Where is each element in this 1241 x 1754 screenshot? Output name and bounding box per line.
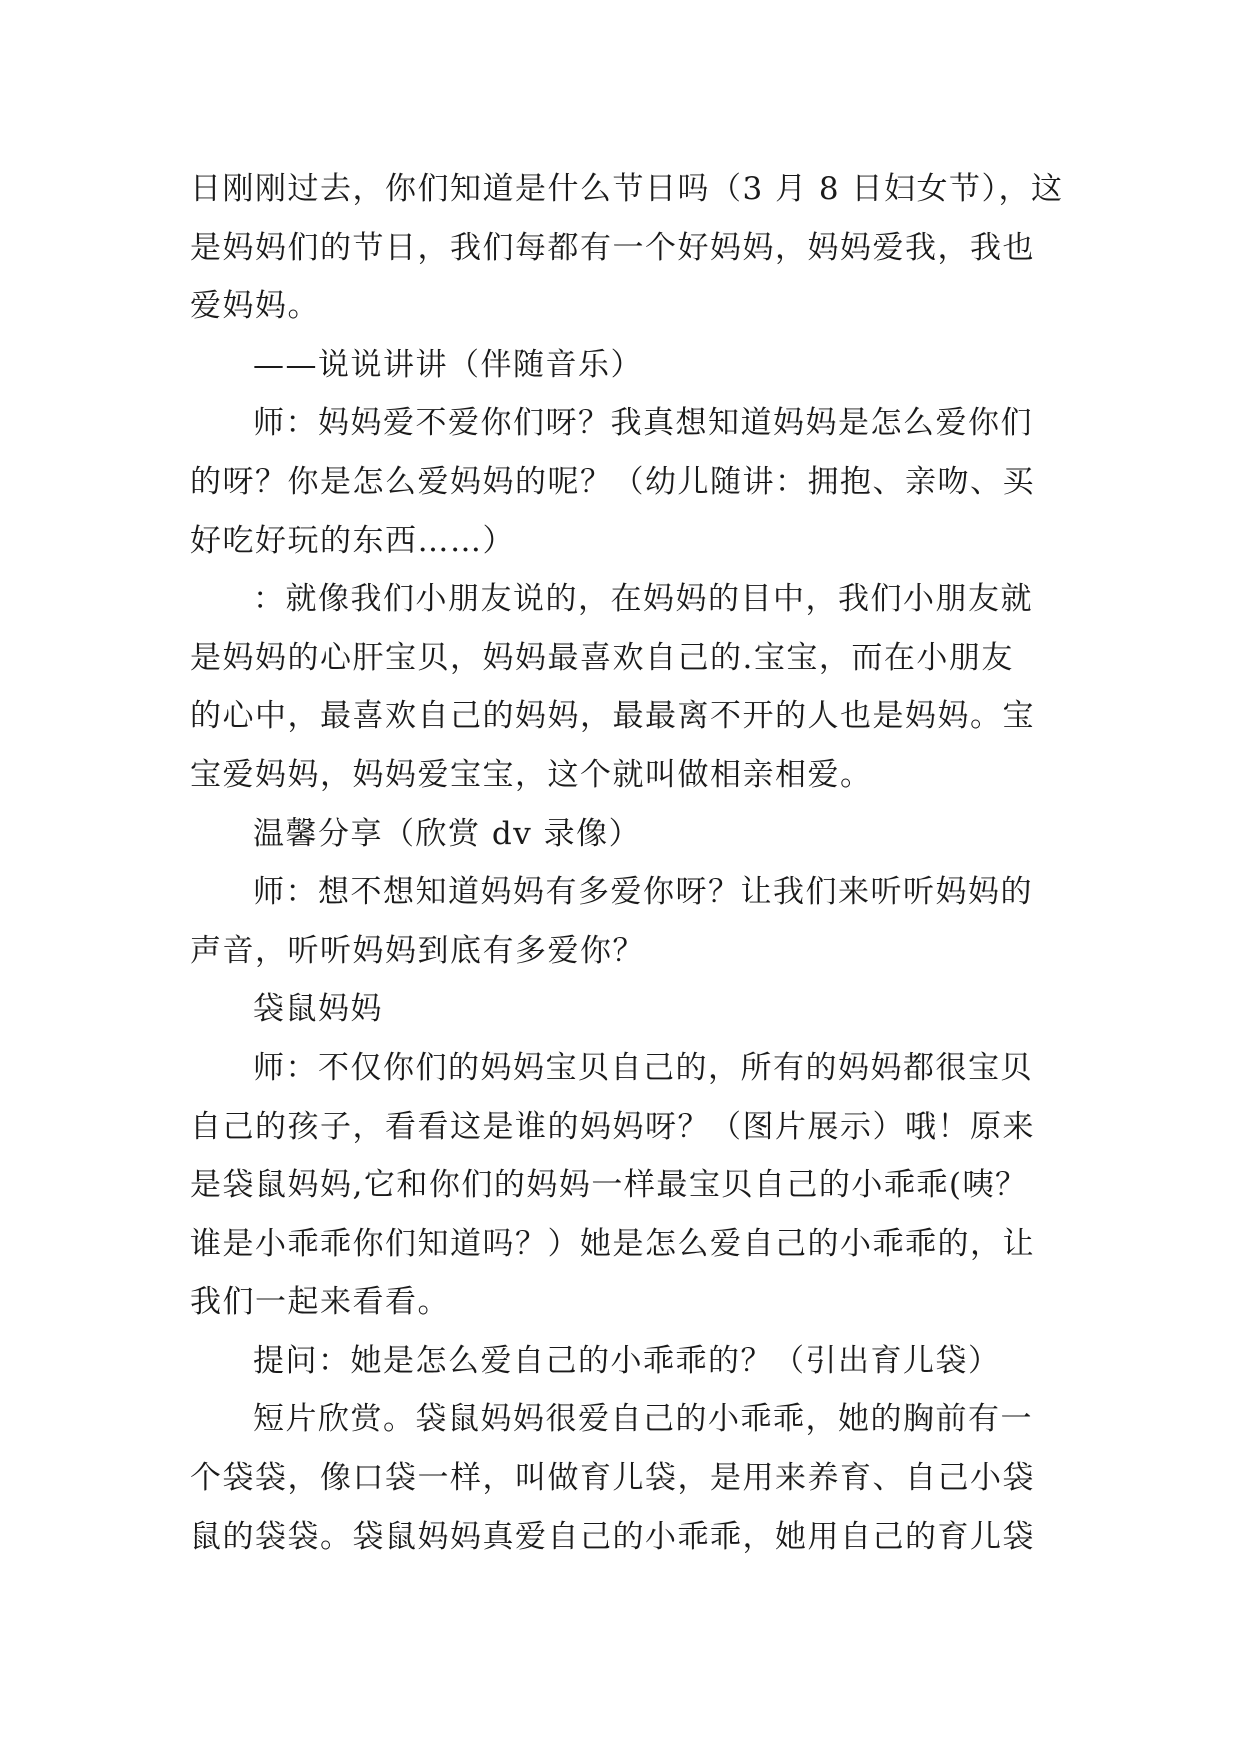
text-line: 好吃好玩的东西……） (190, 522, 515, 559)
text-line: 的呀？你是怎么爱妈妈的呢？（幼儿随讲：拥抱、亲吻、买 (190, 463, 1035, 500)
text-line: 是妈妈的心肝宝贝，妈妈最喜欢自己的.宝宝，而在小朋友 (190, 639, 1014, 676)
text-line: ：就像我们小朋友说的，在妈妈的目中，我们小朋友就 (253, 581, 1033, 618)
text-line: 师：妈妈爱不爱你们呀？我真想知道妈妈是怎么爱你们 (253, 405, 1033, 442)
text-line: 短片欣赏。袋鼠妈妈很爱自己的小乖乖，她的胸前有一 (253, 1401, 1033, 1438)
text-line: 是妈妈们的节日，我们每都有一个好妈妈，妈妈爱我，我也 (190, 229, 1035, 266)
text-line: 声音，听听妈妈到底有多爱你？ (190, 932, 645, 969)
text-line: 提问：她是怎么爱自己的小乖乖的？（引出育儿袋） (253, 1342, 1001, 1379)
text-line: 个袋袋，像口袋一样，叫做育儿袋，是用来养育、自己小袋 (190, 1460, 1035, 1497)
section-heading: 温馨分享（欣赏 dv 录像） (253, 815, 642, 852)
text-line: 师：不仅你们的妈妈宝贝自己的，所有的妈妈都很宝贝 (253, 1049, 1033, 1086)
text-line: 我们一起来看看。 (190, 1284, 450, 1321)
text-line: 自己的孩子，看看这是谁的妈妈呀？（图片展示）哦！原来 (190, 1108, 1035, 1145)
text-line: 爱妈妈。 (190, 288, 320, 325)
text-line: 是袋鼠妈妈,它和你们的妈妈一样最宝贝自己的小乖乖(咦？ (190, 1167, 1028, 1204)
text-line: 日刚刚过去，你们知道是什么节日吗（3 月 8 日妇女节），这 (190, 171, 1064, 207)
text-line: 宝爱妈妈，妈妈爱宝宝，这个就叫做相亲相爱。 (190, 756, 873, 793)
text-line: 师：想不想知道妈妈有多爱你呀？让我们来听听妈妈的 (253, 874, 1033, 911)
document-body (190, 160, 1064, 1566)
text-line: 的心中，最喜欢自己的妈妈，最最离不开的人也是妈妈。宝 (190, 698, 1035, 735)
section-heading: 袋鼠妈妈 (253, 991, 383, 1028)
text-line: 谁是小乖乖你们知道吗？）她是怎么爱自己的小乖乖的，让 (190, 1225, 1035, 1262)
text-line: 鼠的袋袋。袋鼠妈妈真爱自己的小乖乖，她用自己的育儿袋 (190, 1518, 1035, 1555)
section-heading: ——说说讲讲（伴随音乐） (253, 346, 643, 383)
